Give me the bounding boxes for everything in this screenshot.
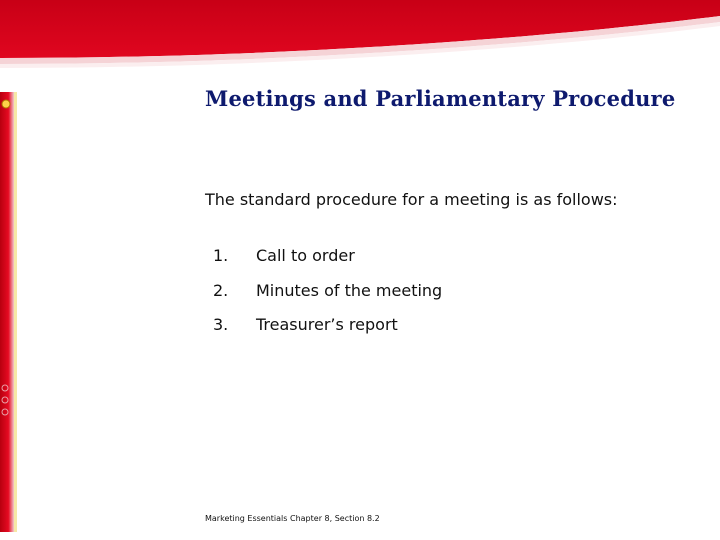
step-number: 1. bbox=[213, 246, 229, 265]
step-text: Minutes of the meeting bbox=[256, 280, 443, 300]
slide-title: Meetings and Parliamentary Procedure bbox=[205, 86, 676, 111]
list-item bbox=[213, 315, 442, 350]
procedure-list bbox=[213, 246, 442, 350]
list-item bbox=[213, 246, 442, 281]
intro-text: The standard procedure for a meeting is as follows: bbox=[205, 190, 618, 209]
step-number: 2. bbox=[213, 280, 229, 300]
slide-footer: Marketing Essentials Chapter 8, Section 8.2 bbox=[205, 514, 380, 523]
step-text: Call to order bbox=[256, 246, 355, 265]
step-number: 3. bbox=[213, 315, 229, 334]
side-ornament bbox=[0, 380, 16, 424]
step-text: Treasurer’s report bbox=[256, 315, 398, 334]
header-banner bbox=[0, 0, 720, 80]
side-decoration bbox=[0, 92, 20, 532]
list-item bbox=[213, 281, 442, 316]
